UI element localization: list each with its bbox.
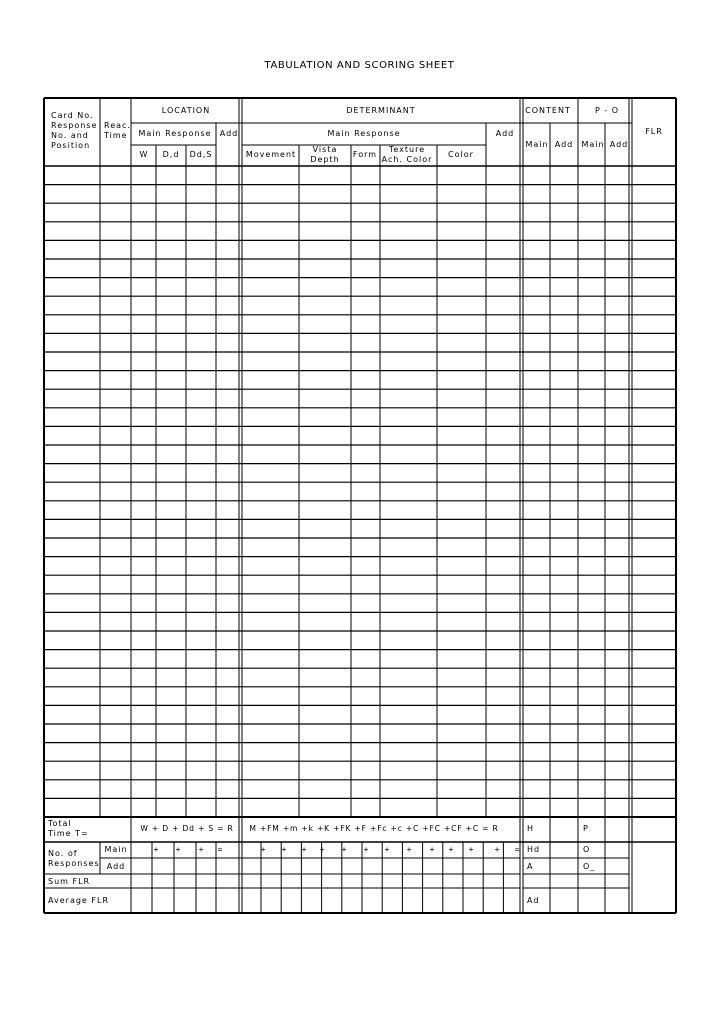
determinant-heading: DETERMINANT bbox=[346, 106, 416, 115]
location-operator: = bbox=[217, 845, 223, 854]
no-of-responses-label: No. of bbox=[48, 849, 78, 858]
content-code-hd: Hd bbox=[527, 845, 541, 854]
form-label: Form bbox=[352, 150, 378, 159]
determinant-operator: + bbox=[281, 845, 287, 854]
table-labels bbox=[47, 106, 663, 905]
determinant-operator: + bbox=[301, 845, 307, 854]
responses-add-label: Add bbox=[106, 862, 126, 871]
content-main-label: Main bbox=[525, 140, 549, 149]
location-d-label: D,d bbox=[162, 150, 180, 159]
po-code-p: P bbox=[583, 824, 589, 833]
card-no-label: No. and bbox=[51, 131, 89, 140]
responses-main-label: Main bbox=[104, 845, 128, 854]
total-time-label: Total bbox=[48, 819, 72, 828]
location-operator: + bbox=[198, 845, 204, 854]
content-heading: CONTENT bbox=[525, 106, 571, 115]
determinant-operator: + bbox=[468, 845, 474, 854]
reac-time-label: Reac. bbox=[104, 121, 131, 130]
determinant-add-label: Add bbox=[495, 129, 515, 138]
sum-flr-label: Sum FLR bbox=[48, 877, 91, 886]
reac-time-label: Time bbox=[104, 131, 128, 140]
determinant-operator: + bbox=[319, 845, 325, 854]
determinant-formula: M +FM +m +k +K +FK +F +Fc +c +C +FC +CF +C = R bbox=[249, 824, 499, 833]
flr-heading: FLR bbox=[645, 127, 663, 136]
determinant-main-response-label: Main Response bbox=[327, 129, 401, 138]
movement-label: Movement bbox=[245, 150, 297, 159]
total-time-label: Time T= bbox=[48, 829, 89, 838]
location-dds-label: Dd,S bbox=[189, 150, 213, 159]
po-main-label: Main bbox=[581, 140, 605, 149]
vista-depth-label: Vista bbox=[312, 145, 338, 154]
location-w-label: W bbox=[139, 150, 149, 159]
location-formula: W + D + Dd + S = R bbox=[140, 824, 234, 833]
determinant-operator: + bbox=[260, 845, 266, 854]
determinant-operator: + bbox=[341, 845, 347, 854]
determinant-operator: + bbox=[363, 845, 369, 854]
card-no-label: Position bbox=[51, 141, 91, 150]
po-code-o: O bbox=[583, 845, 591, 854]
location-operator: + bbox=[175, 845, 181, 854]
location-add-label: Add bbox=[219, 129, 239, 138]
location-operator: + bbox=[153, 845, 159, 854]
determinant-operator: + bbox=[406, 845, 412, 854]
color-label: Color bbox=[448, 150, 474, 159]
po-add-label: Add bbox=[609, 140, 629, 149]
content-add-label: Add bbox=[554, 140, 574, 149]
content-code-a: A bbox=[527, 862, 534, 871]
vista-depth-label: Depth bbox=[310, 155, 340, 164]
determinant-operator: + bbox=[384, 845, 390, 854]
card-no-label: Response bbox=[51, 121, 98, 130]
texture-color-label: Texture bbox=[388, 145, 426, 154]
no-of-responses-label: Responses bbox=[48, 859, 100, 868]
card-no-label: Card No. bbox=[51, 111, 94, 120]
content-code-h: H bbox=[527, 824, 535, 833]
location-main-response-label: Main Response bbox=[138, 129, 212, 138]
po-heading: P - O bbox=[594, 106, 620, 115]
determinant-operator: + bbox=[429, 845, 435, 854]
average-flr-label: Average FLR bbox=[48, 896, 110, 905]
determinant-equals: = bbox=[514, 845, 520, 854]
location-heading: LOCATION bbox=[161, 106, 211, 115]
content-code-ad: Ad bbox=[527, 896, 540, 905]
texture-color-label: Ach. Color bbox=[381, 155, 433, 164]
po-code-o-minus: O_ bbox=[583, 862, 596, 871]
table-grid bbox=[44, 98, 676, 913]
determinant-operator: + bbox=[494, 845, 500, 854]
sheet-title: TABULATION AND SCORING SHEET bbox=[264, 60, 455, 71]
determinant-operator: + bbox=[448, 845, 454, 854]
